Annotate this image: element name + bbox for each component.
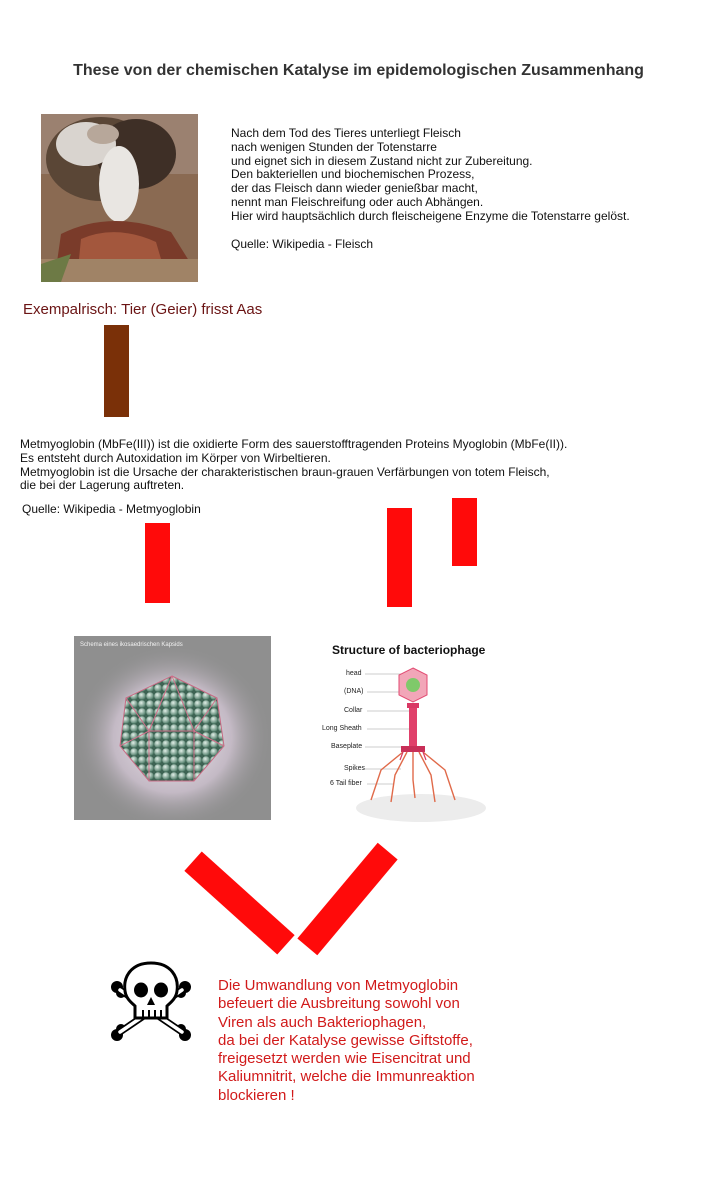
phage-label-spikes: Spikes — [344, 765, 366, 772]
capsid-image — [74, 636, 271, 820]
page-title: These von der chemischen Katalyse im epidemologischen Zusammenhang — [73, 62, 644, 79]
red-bar-diag-right — [297, 843, 397, 955]
metmyoglobin-text: Metmyoglobin (MbFe(III)) ist die oxidierte Form des sauerstofftragenden Proteins Myoglobin (MbFe(II)). Es entsteht durch Autoxidation im Körper von Wirbeltieren. Metmyoglobin ist die Ursache der charakteristischen braun-grauen Verfärbungen von totem Fleisch, die bei der Lagerung auftreten. — [20, 437, 568, 493]
vulture-caption: Exempalrisch: Tier (Geier) frisst Aas — [23, 301, 263, 318]
red-bar-right — [452, 498, 477, 566]
phage-label-sheath: Long Sheath — [322, 725, 362, 732]
brown-arrow-bar — [104, 325, 129, 417]
phage-label-dna: (DNA) — [344, 688, 364, 695]
phage-title: Structure of bacteriophage — [332, 643, 486, 657]
phage-label-tail-fiber: 6 Tail fiber — [330, 780, 362, 787]
vulture-photo — [41, 114, 198, 282]
bacteriophage-diagram — [301, 630, 517, 830]
skull-crossbones-icon — [108, 960, 194, 1044]
phage-label-collar: Collar — [344, 707, 363, 714]
red-bar-diag-left — [184, 852, 294, 955]
meat-source: Quelle: Wikipedia - Fleisch — [231, 237, 374, 251]
phage-label-baseplate: Baseplate — [331, 743, 363, 750]
conclusion-text: Die Umwandlung von Metmyoglobin befeuert die Ausbreitung sowohl von Viren als auch Bakteriophagen, da bei der Katalyse gewisse Giftstoffe, freigesetzt werden wie Eisencitrat und Kaliumnitrit, welche die Immunreaktion blockieren ! — [218, 977, 475, 1104]
phage-label-head: head — [346, 670, 362, 677]
metmyoglobin-source: Quelle: Wikipedia - Metmyoglobin — [22, 502, 201, 516]
capsid-label: Schema eines ikosaedrischen Kapsids — [80, 642, 183, 648]
meat-text: Nach dem Tod des Tieres unterliegt Fleisch nach wenigen Stunden der Totenstarre und eignet sich in diesem Zustand nicht zur Zubereitung. Den bakteriellen und biochemischen Prozess, der das Fleisch dann wieder genießbar macht, nennt man Fleischreifung oder auch Abhängen. Hier wird hauptsächlich durch fleischeigene Enzyme die Totenstarre gelöst. — [231, 126, 630, 223]
red-bar-middle — [387, 508, 412, 607]
red-bar-left — [145, 523, 170, 603]
